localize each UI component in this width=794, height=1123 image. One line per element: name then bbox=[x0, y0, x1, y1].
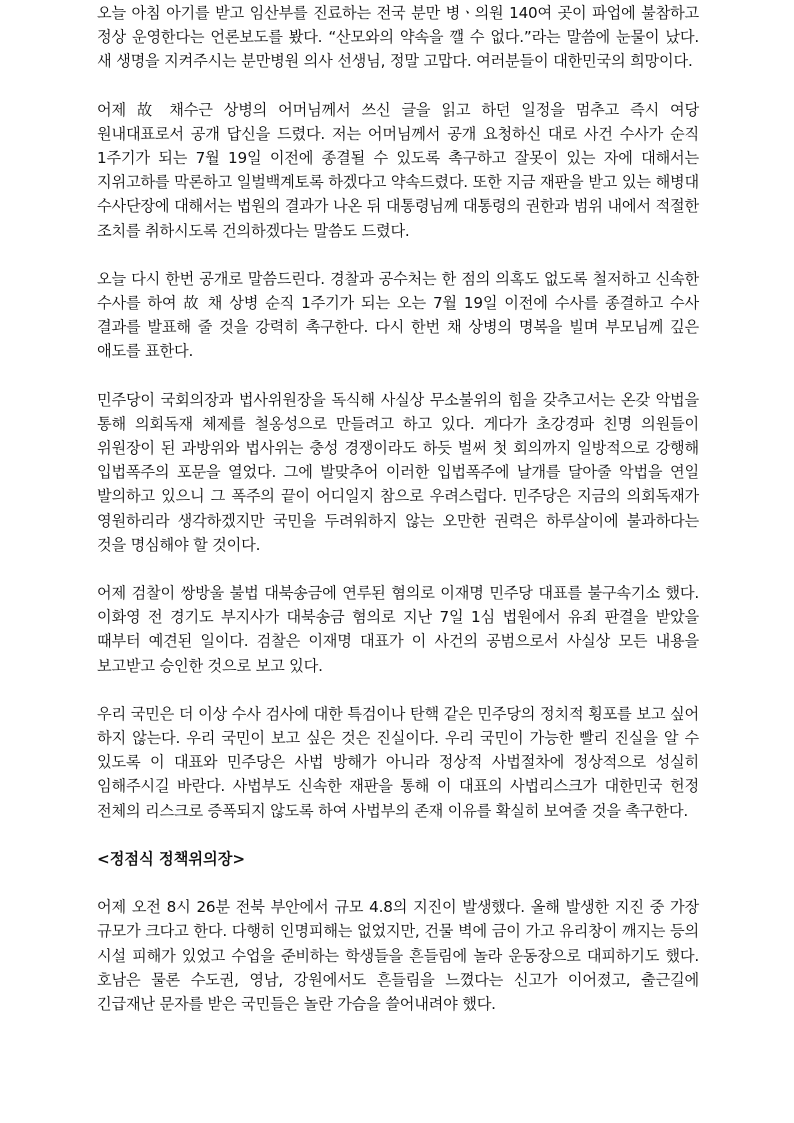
paragraph-earthquake: 어제 오전 8시 26분 전북 부안에서 규모 4.8의 지진이 발생했다. 올해 발생한 지진 중 가장 규모가 크다고 한다. 다행히 인명피해는 없었지만, 건물 벽에 금이 가고 유리창이 깨지는 등의 시설 피해가 있었고 수업을 준비하는 학생들을 흔들림에 놀라 운동장으로 대피하기도 했다. 호남은 물론 수도권, 영남, 강원에서도 흔들림을 느꼈다는 신고가 이어졌고, 출근길에 긴급재난 문자를 받은 국민들은 놀란 가슴을 쓸어내려야 했다. bbox=[97, 898, 699, 1013]
paragraph-democratic-party: 민주당이 국회의장과 법사위원장을 독식해 사실상 무소불위의 힘을 갖추고서는 온갖 악법을 통해 의회독재 체제를 철옹성으로 만들려고 하고 있다. 게다가 초강경파 친명 의원들이 위원장이 된 과방위와 법사위는 충성 경쟁이라도 하듯 벌써 첫 회의까지 일방적으로 강행해 입법폭주의 포문을 열었다. 그에 발맞추어 이러한 입법폭주에 날개를 달아줄 악법을 연일 발의하고 있으니 그 폭주의 끝이 어디일지 참으로 우려스럽다. 민주당은 지금의 의회독재가 영원하리라 생각하겠지만 국민을 두려워하지 않는 오만한 권력은 하루살이에 불과하다는 것을 명심해야 할 것이다. bbox=[97, 390, 699, 554]
paragraph-indictment: 어제 검찰이 쌍방울 불법 대북송금에 연루된 혐의로 이재명 민주당 대표를 불구속기소 했다. 이화영 전 경기도 부지사가 대북송금 혐의로 지난 7일 1심 법원에서 유죄 판결을 받았을 때부터 예견된 일이다. 검찰은 이재명 대표가 이 사건의 공범으로서 사실상 모든 내용을 보고받고 승인한 것으로 보고 있다. bbox=[97, 584, 699, 675]
paragraph-obstetrics: 오늘 아침 아기를 받고 임산부를 진료하는 전국 분만 병ㆍ의원 140여 곳이 파업에 불참하고 정상 운영한다는 언론보도를 봤다. “산모와의 약속을 깰 수 없다.”라는 말씀에 눈물이 났다. 새 생명을 지켜주시는 분만병원 의사 선생님, 정말 고맙다. 여러분들이 대한민국의 희망이다. bbox=[97, 4, 699, 71]
document-page bbox=[97, 0, 699, 1040]
section-heading: <정점식 정책위의장> bbox=[97, 849, 246, 868]
paragraph-investigation-call: 오늘 다시 한번 공개로 말씀드린다. 경찰과 공수처는 한 점의 의혹도 없도록 철저하고 신속한 수사를 하여 故 채 상병 순직 1주기가 되는 오는 7월 19일 이전에 수사를 종결하고 수사 결과를 발표해 줄 것을 강력히 촉구한다. 다시 한번 채 상병의 명복을 빌며 부모님께 깊은 애도를 표한다. bbox=[97, 269, 699, 361]
paragraph-public-wish: 우리 국민은 더 이상 수사 검사에 대한 특검이나 탄핵 같은 민주당의 정치적 횡포를 보고 싶어 하지 않는다. 우리 국민이 보고 싶은 것은 진실이다. 우리 국민이 가능한 빨리 진실을 알 수 있도록 이 대표와 민주당은 사법 방해가 아니라 정상적 사법절차에 정상적으로 성실히 임해주시길 바란다. 사법부도 신속한 재판을 통해 이 대표의 사법리스크가 대한민국 헌정 전체의 리스크로 증폭되지 않도록 하여 사법부의 존재 이유를 확실히 보여줄 것을 촉구한다. bbox=[97, 704, 699, 820]
paragraph-chae-mother-reply: 어제 故 채수근 상병의 어머님께서 쓰신 글을 읽고 하던 일정을 멈추고 즉시 여당 원내대표로서 공개 답신을 드렸다. 저는 어머님께서 공개 요청하신 대로 사건 수사가 순직 1주기가 되는 7월 19일 이전에 종결될 수 있도록 촉구하고 잘못이 있는 자에 대해서는 지위고하를 막론하고 일벌백계토록 하겠다고 약속드렸다. 또한 지금 재판을 받고 있는 해병대 수사단장에 대해서는 법원의 결과가 나온 뒤 대통령님께 대통령의 권한과 범위 내에서 적절한 조치를 취하시도록 건의하겠다는 말씀도 드렸다. bbox=[97, 100, 699, 240]
